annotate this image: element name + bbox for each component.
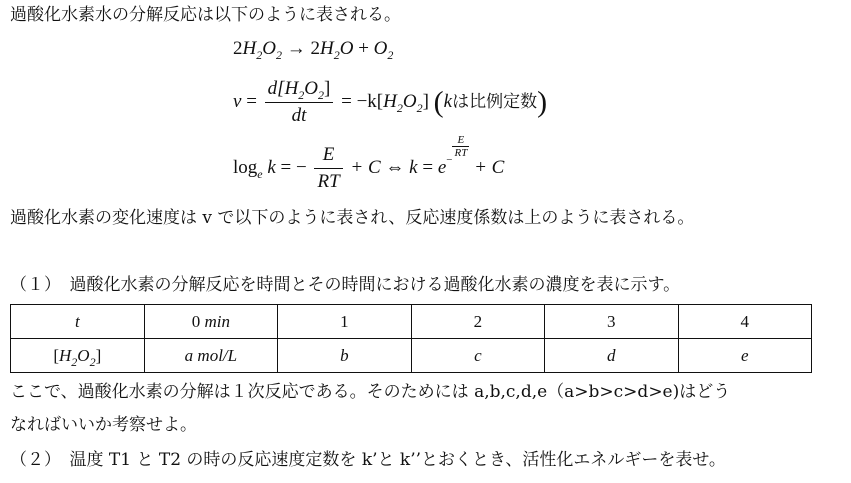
table-row bbox=[11, 339, 812, 373]
table-cell: 4 bbox=[678, 305, 812, 339]
rate-fraction: $\frac{d[H_2O_2]}{dt}$ bbox=[265, 78, 334, 127]
question-2: （２） 温度 T1 と T2 の時の反応速度定数を k’と k’’とおくとき、活性化エネルギーを表せ。 bbox=[10, 450, 726, 470]
table-cell: 0 min bbox=[144, 305, 278, 339]
table-cell: 1 bbox=[278, 305, 411, 339]
intro-text: 過酸化水素水の分解反応は以下のように表される。 bbox=[10, 5, 401, 25]
consideration-text-1: ここで、過酸化水素の分解は１次反応である。そのためには a,b,c,d,e（a>b>c>d>e)はどう bbox=[10, 382, 731, 402]
table-cell: b bbox=[278, 339, 411, 373]
table-cell: 2 bbox=[411, 305, 544, 339]
equation-rate: v = $\frac{d[H_2O_2]}{dt}$ = $-k[H_2O_2]$ (kは比例定数) bbox=[233, 78, 548, 126]
concentration-table bbox=[10, 304, 812, 373]
equation-arrhenius: $\log_e k$ = − $\frac{E}{RT}$ + C ⇔ k = e− $\frac{E}{RT}$ + C bbox=[233, 134, 505, 192]
table-cell: t bbox=[11, 305, 145, 339]
table-cell: c bbox=[411, 339, 544, 373]
consideration-text-2: なればいいか考察せよ。 bbox=[10, 415, 197, 435]
table-cell: e bbox=[678, 339, 812, 373]
table-cell: 3 bbox=[545, 305, 678, 339]
equation-decomposition: $2H_2O_2 \to 2H_2O + O_2$ bbox=[233, 38, 394, 62]
table-cell: a mol/L bbox=[144, 339, 278, 373]
question-1: （１） 過酸化水素の分解反応を時間とその時間における過酸化水素の濃度を表に示す。 bbox=[10, 275, 681, 295]
table-row bbox=[11, 305, 812, 339]
description-text: 過酸化水素の変化速度は v で以下のように表され、反応速度係数は上のように表される。 bbox=[10, 208, 695, 228]
table-cell: d bbox=[545, 339, 678, 373]
table-cell: $[H_2O_2]$ bbox=[11, 339, 145, 373]
